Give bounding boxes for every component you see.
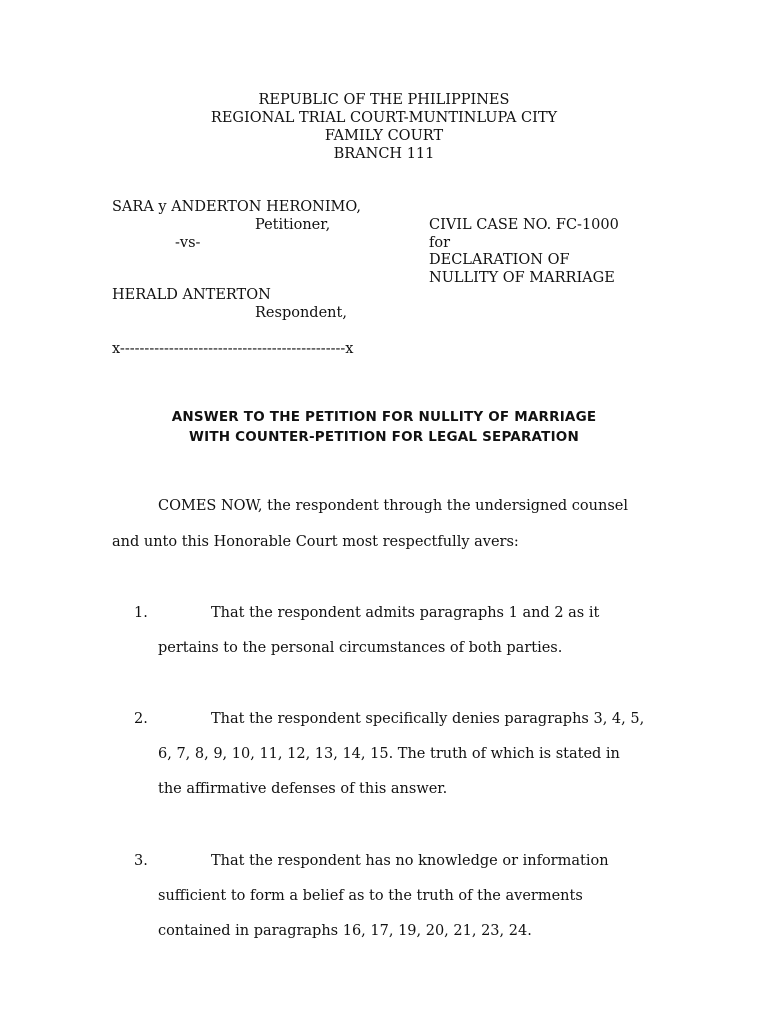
respondent-name: HERALD ANTERTON [112,287,271,303]
paragraph-2-number: 2. [134,711,148,727]
header-family-court: FAMILY COURT [324,128,444,144]
versus-label: -vs- [175,235,201,251]
header-republic: REPUBLIC OF THE PHILIPPINES [258,92,510,108]
paragraph-3-line-3: contained in paragraphs 16, 17, 19, 20, 21, 23, 24. [158,923,532,939]
paragraph-3-line-1: That the respondent has no knowledge or information [211,853,609,869]
paragraph-2-line-3: the affirmative defenses of this answer. [158,781,448,797]
case-subject-line-2: NULLITY OF MARRIAGE [429,270,615,286]
document-title-line-1: ANSWER TO THE PETITION FOR NULLITY OF MARRIAGE [171,409,597,425]
document-title-line-2: WITH COUNTER-PETITION FOR LEGAL SEPARATION [189,429,579,445]
case-subject-line-1: DECLARATION OF [429,252,570,268]
paragraph-3-number: 3. [134,853,148,869]
intro-line-2: and unto this Honorable Court most respectfully avers: [112,534,519,550]
petitioner-name: SARA y ANDERTON HERONIMO, [112,199,362,215]
intro-line-1: COMES NOW, the respondent through the undersigned counsel [158,498,628,514]
respondent-role: Respondent, [255,305,347,321]
paragraph-1-number: 1. [134,605,148,621]
paragraph-1-line-2: pertains to the personal circumstances of both parties. [158,640,563,656]
paragraph-3-line-2: sufficient to form a belief as to the truth of the averments [158,888,583,904]
paragraph-2-line-1: That the respondent specifically denies paragraphs 3, 4, 5, [211,711,645,727]
paragraph-1-line-1: That the respondent admits paragraphs 1 and 2 as it [211,605,600,621]
header-court: REGIONAL TRIAL COURT-MUNTINLUPA CITY [210,110,558,126]
caption-separator: x----------------------------------------------x [112,341,354,357]
header-branch: BRANCH 111 [333,146,435,162]
petitioner-role: Petitioner, [255,217,331,233]
paragraph-2-line-2: 6, 7, 8, 9, 10, 11, 12, 13, 14, 15. The truth of which is stated in [158,746,620,762]
case-number: CIVIL CASE NO. FC-1000 [429,217,619,233]
case-for: for [429,235,451,251]
